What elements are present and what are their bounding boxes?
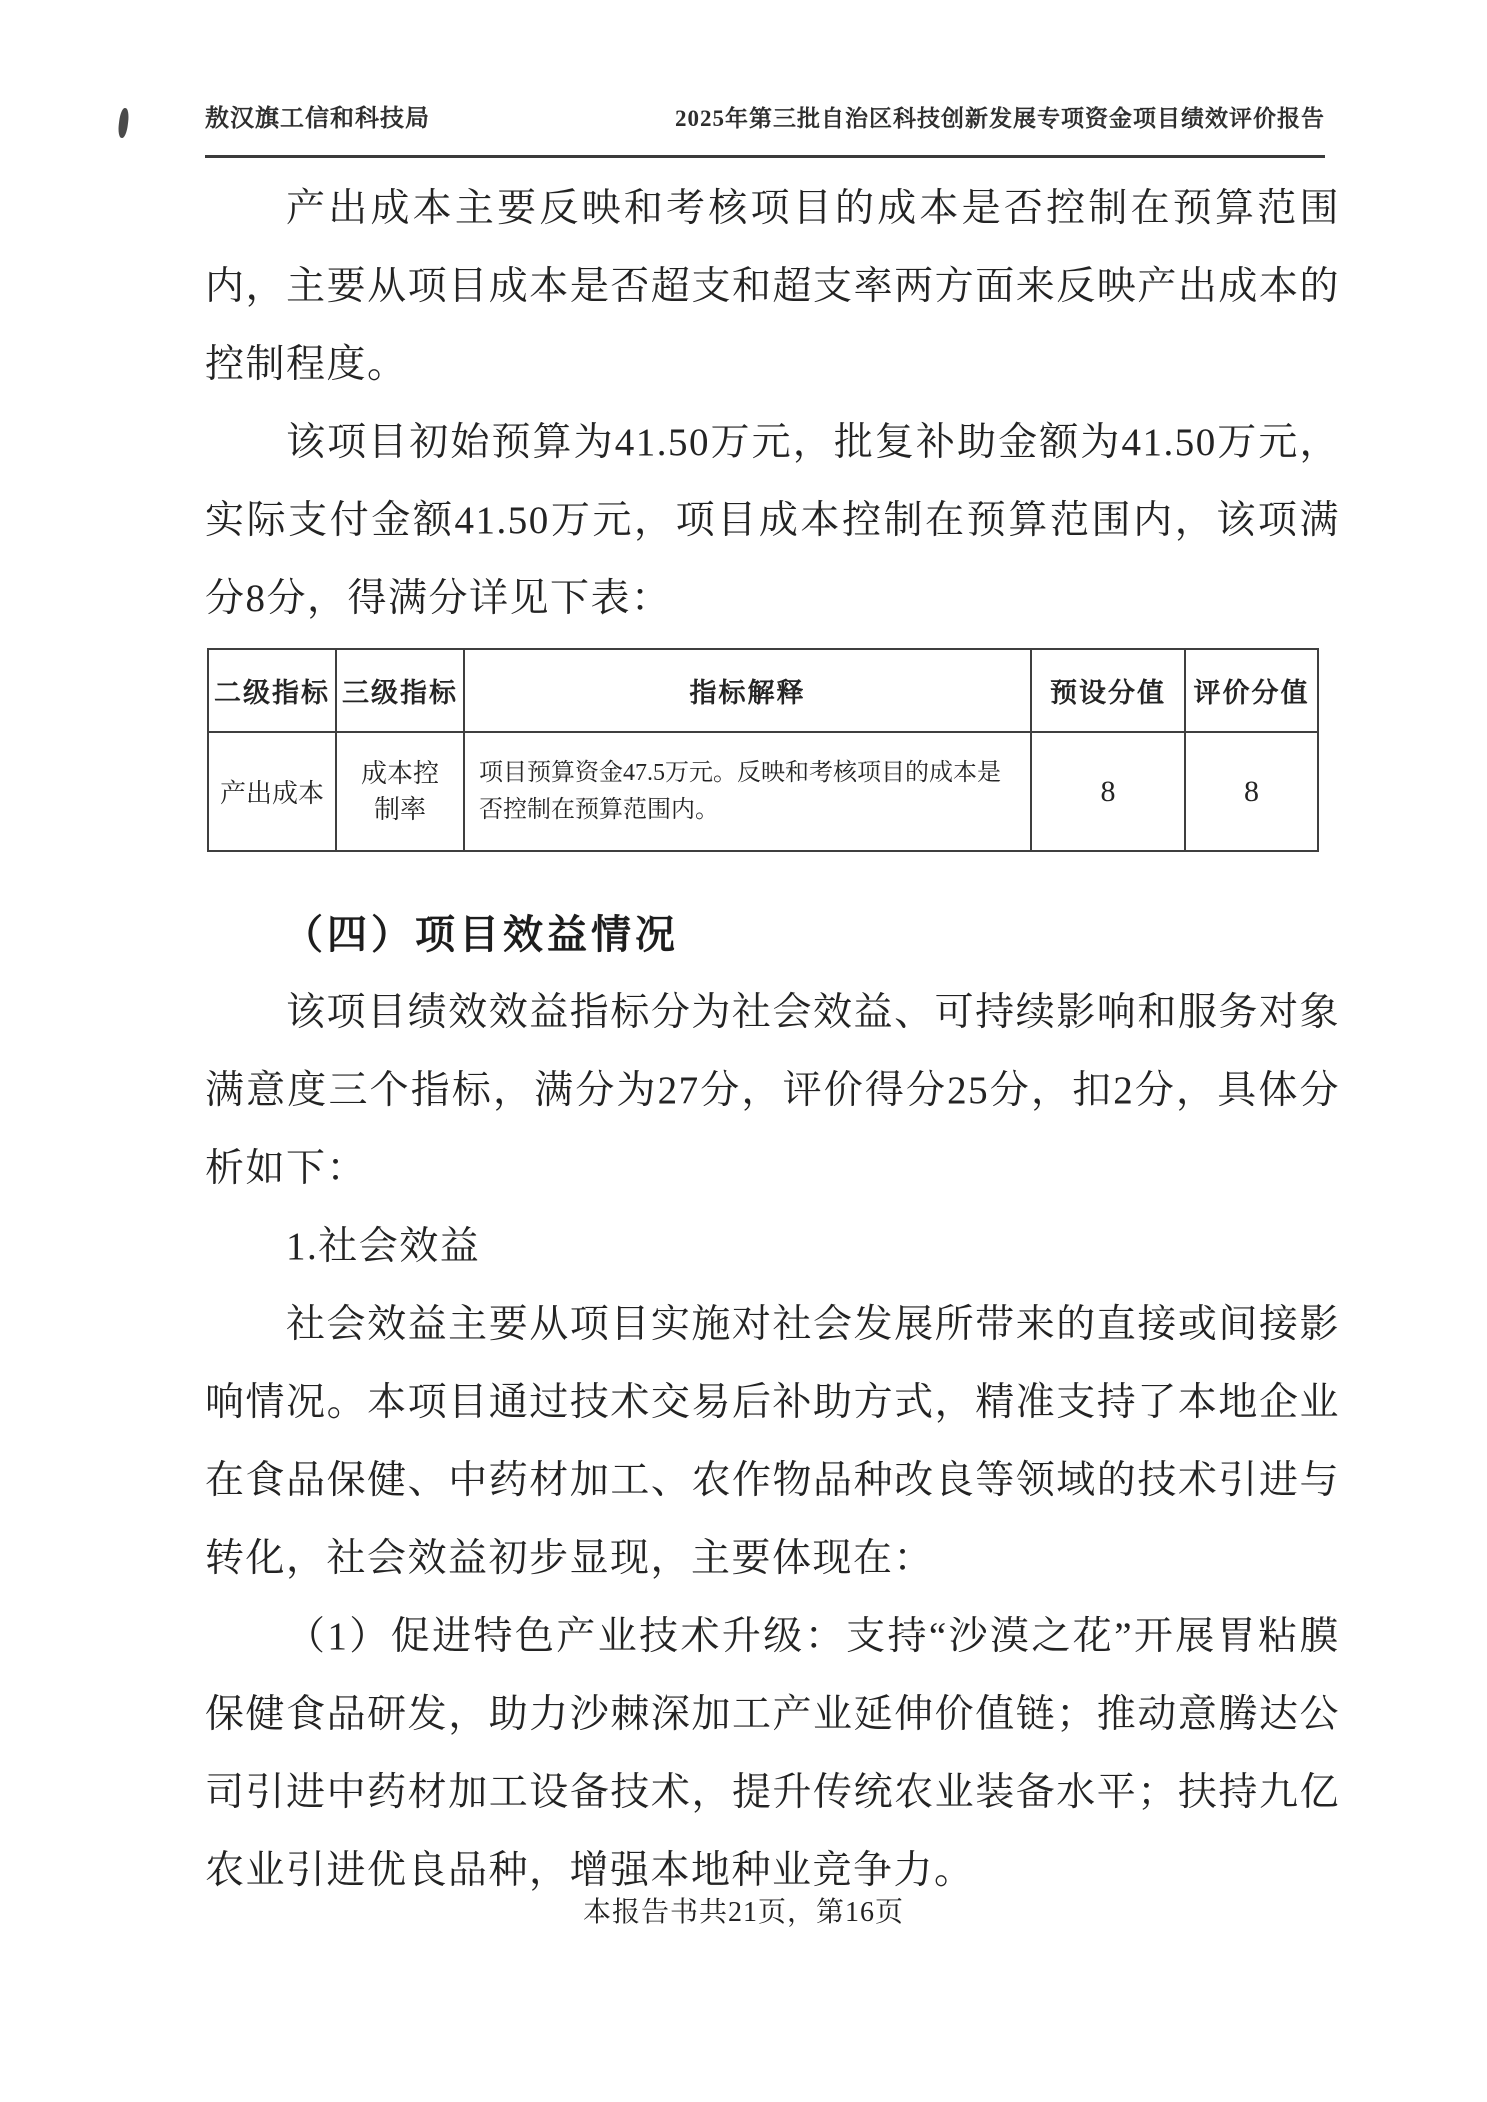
cell-preset-score: 8	[1031, 732, 1185, 851]
paragraph-budget-detail: 该项目初始预算为41.50万元，批复补助金额为41.50万元，实际支付金额41.50万元，项目成本控制在预算范围内，该项满分8分，得满分详见下表：	[205, 421, 1340, 620]
table-header-row	[208, 649, 1318, 732]
section-heading-project-benefit: （四）项目效益情况	[283, 912, 679, 957]
scan-artifact	[117, 108, 130, 139]
col-header-preset-score: 预设分值	[1031, 649, 1185, 732]
paragraph-benefit-overview: 该项目绩效效益指标分为社会效益、可持续影响和服务对象满意度三个指标，满分为27分，评价得分25分，扣2分，具体分析如下：	[205, 991, 1340, 1190]
paragraph-social-benefit: 社会效益主要从项目实施对社会发展所带来的直接或间接影响情况。本项目通过技术交易后补助方式，精准支持了本地企业在食品保健、中药材加工、农作物品种改良等领域的技术引进与转化，社会效益初步显现，主要体现在：	[205, 1303, 1340, 1580]
document-body	[205, 170, 1340, 1910]
header-report-title: 2025年第三批自治区科技创新发展专项资金项目绩效评价报告	[675, 106, 1325, 131]
footer-page-info: 本报告书共21页，第16页	[582, 1897, 904, 1928]
cell-indicator-explanation: 项目预算资金47.5万元。反映和考核项目的成本是否控制在预算范围内。	[464, 732, 1031, 851]
col-header-eval-score: 评价分值	[1185, 649, 1318, 732]
indicator-score-table	[207, 648, 1319, 852]
col-header-level3: 三级指标	[336, 649, 464, 732]
paragraph-industry-upgrade: （1）促进特色产业技术升级：支持“沙漠之花”开展胃粘膜保健食品研发，助力沙棘深加工产业延伸价值链；推动意腾达公司引进中药材加工设备技术，提升传统农业装备水平；扶持九亿农业引进优良品种，增强本地种业竞争力。	[205, 1615, 1340, 1892]
page-header	[205, 98, 1325, 158]
col-header-level2: 二级指标	[208, 649, 336, 732]
header-org-name: 敖汉旗工信和科技局	[205, 106, 430, 132]
paragraph-output-cost-intro: 产出成本主要反映和考核项目的成本是否控制在预算范围内，主要从项目成本是否超支和超支率两方面来反映产出成本的控制程度。	[205, 187, 1340, 386]
cell-level3-indicator: 成本控制率	[336, 732, 464, 851]
cell-level2-indicator: 产出成本	[208, 732, 336, 851]
sub-heading-social-benefit: 1.社会效益	[286, 1225, 481, 1268]
col-header-explanation: 指标解释	[464, 649, 1031, 732]
page-footer	[0, 1890, 1487, 1930]
table-row	[208, 732, 1318, 851]
cell-eval-score: 8	[1185, 732, 1318, 851]
